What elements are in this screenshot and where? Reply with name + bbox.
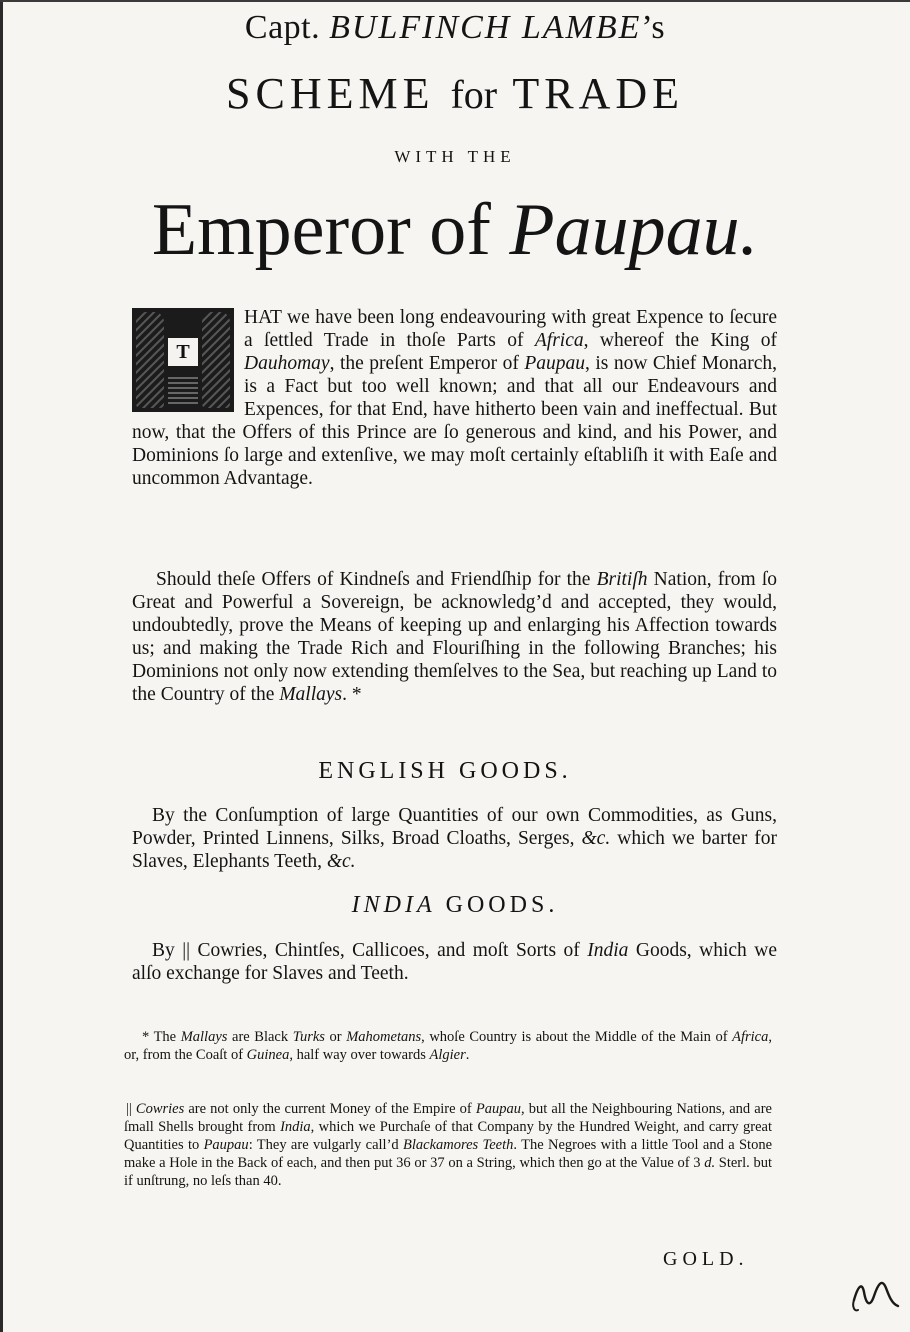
ornament-pedestal-icon	[168, 374, 198, 404]
title-line-4: Emperor of Paupau.	[151, 189, 759, 271]
paragraph-english-goods: By the Conſumption of large Quantities of our own Commodities, as Guns, Powder, Printed Linnens, Silks, Broad Cloaths, Serges, &c. which we barter for Slaves, Elephants Teeth, &c.	[132, 805, 777, 872]
catchword: GOLD.	[663, 1248, 749, 1270]
heading-india-goods: INDIA GOODS.	[351, 892, 559, 918]
title-line-3: WITH THE	[394, 147, 516, 166]
scan-edge-top	[0, 0, 910, 2]
footnote-mallays: * The Mallays are Black Turks or Mahometans, whoſe Country is about the Middle of the Main of Africa, or, from the Coaſt of Guinea, half way over towards Algier.	[124, 1029, 772, 1063]
handwritten-mark-icon	[848, 1268, 904, 1318]
ornamental-dropcap	[132, 308, 234, 412]
ornament-figure-right-icon	[202, 312, 230, 408]
title-line-2: SCHEME for TRADE	[226, 69, 684, 118]
heading-english-goods: ENGLISH GOODS.	[318, 758, 572, 784]
ornament-figure-left-icon	[136, 312, 164, 408]
dropcap-letter: T	[168, 338, 198, 366]
paragraph-1: T HAT we have been long endeavouring with great Expence to ſecure a ſettled Trade in thoſe Parts of Africa, whereof the King of Dauhomay, the preſent Emperor of Paupau, is now Chief Monarch, is a Fact but too well known; and that all our Endeavours and Expences, for that End, have hitherto been vain and ineffectual. But now, that the Offers of this Prince are ſo generous and kind, and his Power, and Dominions ſo large and extenſive, we may moſt certainly eſtabliſh it with Eaſe and uncommon Advantage.	[132, 307, 777, 489]
footnote-cowries: || Cowries are not only the current Money of the Empire of Paupau, but all the Neighbouring Nations, and are ſmall Shells brought from India, which we Purchaſe of that Company by the Hundred Weight, and carry great Quantities to Paupau: They are vulgarly call’d Blackamores Teeth. The Negroes with a little Tool and a Stone make a Hole in the Back of each, and then put 36 or 37 on a String, which then go at the Value of 3 d. Sterl. but if unſtrung, no leſs than 40.	[124, 1101, 773, 1189]
paragraph-2: Should theſe Offers of Kindneſs and Friendſhip for the Britiſh Nation, from ſo Great and Powerful a Sovereign, be acknowledg’d and accepted, they would, undoubtedly, prove the Means of keeping up and enlarging his Affection towards us; and making the Trade Rich and Flouriſhing in the following Branches; his Dominions not only now extending themſelves to the Sea, but reaching up Land to the Country of the Mallays. *	[132, 569, 777, 705]
paragraph-india-goods: By || Cowries, Chintſes, Callicoes, and moſt Sorts of India Goods, which we alſo exchange for Slaves and Teeth.	[132, 940, 777, 984]
title-line-1: Capt. BULFINCH LAMBE’s	[244, 9, 666, 46]
